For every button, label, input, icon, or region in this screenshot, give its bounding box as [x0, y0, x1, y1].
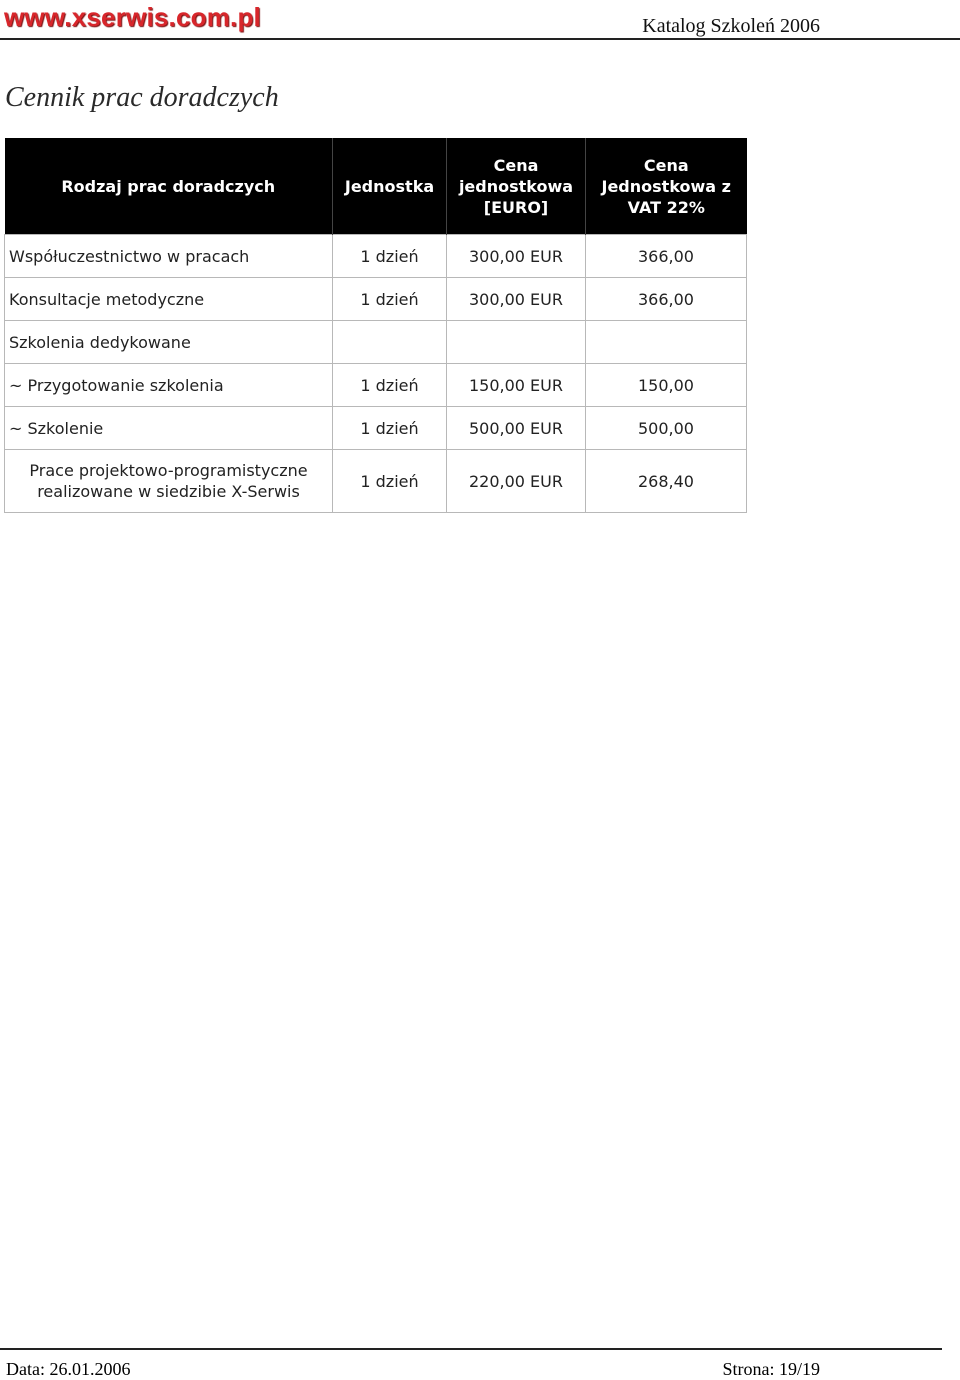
service-price: 220,00 EUR	[447, 450, 586, 513]
column-header-unit-price-vat: Cena Jednostkowa z VAT 22%	[586, 138, 747, 235]
table-row	[5, 321, 747, 364]
service-unit	[333, 321, 447, 364]
footer-page-number: Strona: 19/19	[722, 1359, 820, 1379]
table-row	[5, 235, 747, 278]
service-unit: 1 dzień	[333, 235, 447, 278]
table-header-row	[5, 138, 747, 235]
column-header-service-type: Rodzaj prac doradczych	[5, 138, 333, 235]
service-name: ~ Szkolenie	[5, 407, 333, 450]
table-row	[5, 364, 747, 407]
service-price-vat: 150,00	[586, 364, 747, 407]
footer-divider	[0, 1348, 942, 1350]
footer-date: Data: 26.01.2006	[6, 1359, 131, 1379]
service-name: Współuczestnictwo w pracach	[5, 235, 333, 278]
service-name: Konsultacje metodyczne	[5, 278, 333, 321]
service-price-vat	[586, 321, 747, 364]
service-unit: 1 dzień	[333, 407, 447, 450]
table-row	[5, 407, 747, 450]
site-logo[interactable]: www.xserwis.com.pl	[4, 2, 261, 32]
service-price	[447, 321, 586, 364]
service-price: 300,00 EUR	[447, 278, 586, 321]
service-unit: 1 dzień	[333, 450, 447, 513]
service-price: 300,00 EUR	[447, 235, 586, 278]
service-price-vat: 268,40	[586, 450, 747, 513]
service-price: 150,00 EUR	[447, 364, 586, 407]
pricing-table	[4, 138, 747, 513]
service-unit: 1 dzień	[333, 364, 447, 407]
column-header-unit-price: Cena jednostkowa [EURO]	[447, 138, 586, 235]
page-title: Cennik prac doradczych	[5, 82, 279, 113]
service-name: ~ Przygotowanie szkolenia	[5, 364, 333, 407]
column-header-unit: Jednostka	[333, 138, 447, 235]
service-name: Szkolenia dedykowane	[5, 321, 333, 364]
table-row	[5, 450, 747, 513]
service-price: 500,00 EUR	[447, 407, 586, 450]
table-row	[5, 278, 747, 321]
catalog-title: Katalog Szkoleń 2006	[642, 15, 820, 37]
service-price-vat: 366,00	[586, 235, 747, 278]
service-price-vat: 366,00	[586, 278, 747, 321]
header-divider	[0, 38, 960, 40]
service-name: Prace projektowo-programistyczne realizowane w siedzibie X-Serwis	[5, 450, 333, 513]
service-price-vat: 500,00	[586, 407, 747, 450]
service-unit: 1 dzień	[333, 278, 447, 321]
